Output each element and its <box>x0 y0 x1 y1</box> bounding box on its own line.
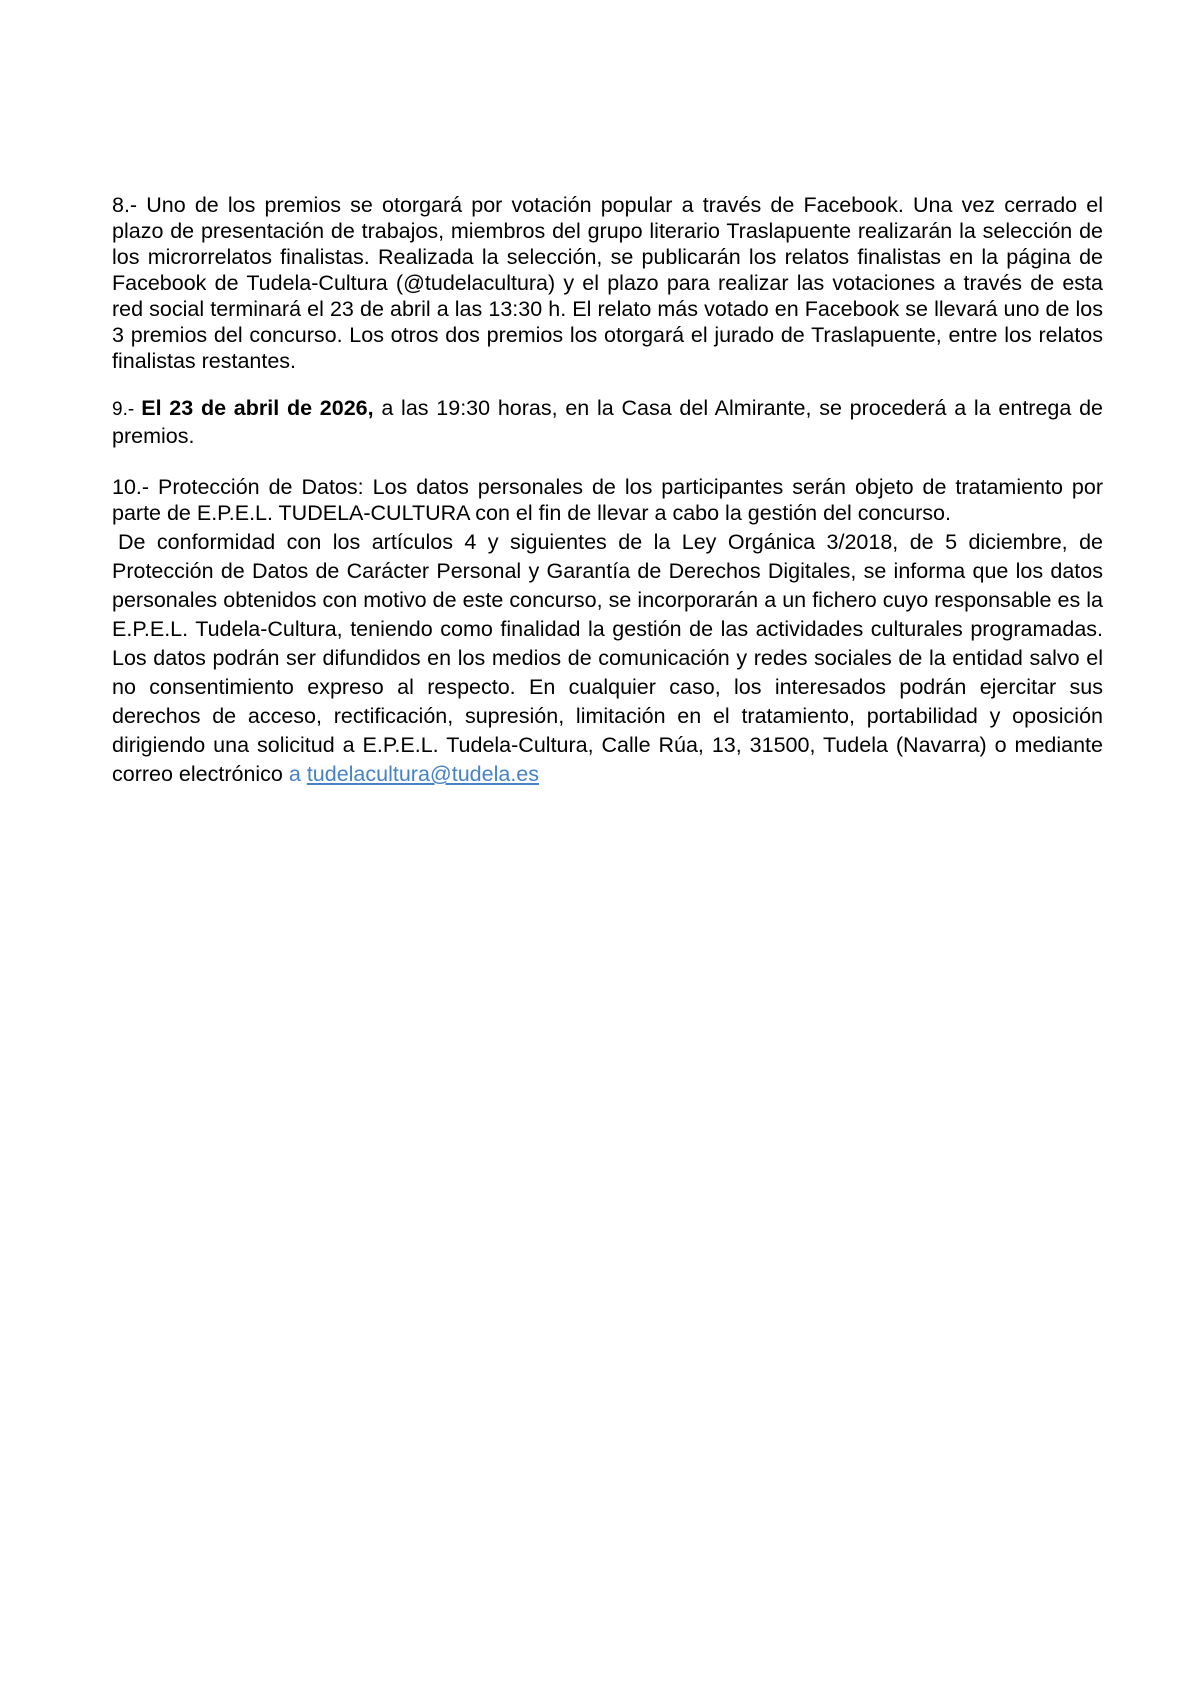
paragraph-9-date-bold: El 23 de abril de 2026, <box>141 396 374 420</box>
paragraph-8-facebook-voting: 8.- Uno de los premios se otorgará por votación popular a través de Facebook. Una vez cerrado el plazo de presentación de trabajos, miembros del grupo literario Traslapuente realizarán la selección de los microrrelatos finalistas. Realizada la selección, se publicarán los relatos finalistas en la página de Facebook de Tudela-Cultura (@tudelacultura) y el plazo para realizar las votaciones a través de esta red social terminará el 23 de abril a las 13:30 h. El relato más votado en Facebook se llevará uno de los 3 premios del concurso. Los otros dos premios los otorgará el jurado de Traslapuente, entre los relatos finalistas restantes. <box>112 193 1103 373</box>
email-link-prefix: a <box>288 762 307 786</box>
document-body <box>112 192 1103 789</box>
paragraph-9-award-ceremony <box>112 395 1103 449</box>
paragraph-10-data-protection-body <box>112 528 1103 789</box>
paragraph-9-number: 9.- <box>112 399 142 420</box>
paragraph-10-data-protection-intro: 10.- Protección de Datos: Los datos personales de los participantes serán objeto de tratamiento por parte de E.P.E.L. TUDELA-CULTURA con el fin de llevar a cabo la gestión del concurso. <box>112 475 1103 525</box>
email-link[interactable]: tudelacultura@tudela.es <box>306 762 540 786</box>
paragraph-9-text: a las 19:30 horas, en la Casa del Almirante, se procederá a la entrega de premios. <box>112 396 1103 448</box>
paragraph-10-body-text: De conformidad con los artículos 4 y siguientes de la Ley Orgánica 3/2018, de 5 diciembre, de Protección de Datos de Carácter Personal y Garantía de Derechos Digitales, se informa que los datos personales obtenidos con motivo de este concurso, se incorporarán a un fichero cuyo responsable es la E.P.E.L. Tudela-Cultura, teniendo como finalidad la gestión de las actividades culturales programadas. Los datos podrán ser difundidos en los medios de comunicación y redes sociales de la entidad salvo el no consentimiento expreso al respecto. En cualquier caso, los interesados podrán ejercitar sus derechos de acceso, rectificación, supresión, limitación en el tratamiento, portabilidad y oposición dirigiendo una solicitud a E.P.E.L. Tudela-Cultura, Calle Rúa, 13, 31500, Tudela (Navarra) o mediante correo electrónico <box>112 530 1103 786</box>
